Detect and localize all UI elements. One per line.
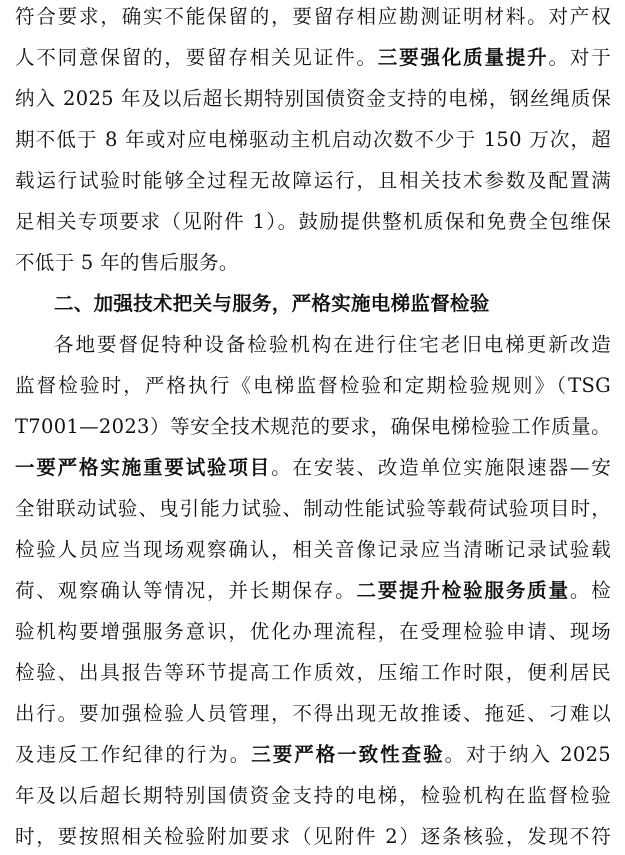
text-line-15: 荷、观察确认等情况，并长期保存。二要提升检验服务质量。检 [15,579,611,602]
text-line-16: 验机构要增强服务意识，优化办理流程，在受理检验申请、现场 [15,620,611,643]
text-line-2: 人不同意保留的，要留存相关见证件。三要强化质量提升。对于 [15,46,611,69]
section-heading-2: 二、加强技术把关与服务，严格实施电梯监督检验 [54,292,490,315]
text-line-20: 年及以后超长期特别国债资金支持的电梯，检验机构在监督检验 [15,784,611,807]
text-line-17: 检验、出具报告等环节提高工作质效，压缩工作时限，便利居民 [15,661,611,684]
text-line-5: 载运行试验时能够全过程无故障运行，且相关技术参数及配置满 [15,169,611,192]
text-line-9: 各地要督促特种设备检验机构在进行住宅老旧电梯更新改造 [54,333,611,356]
bold-heading-consistency-check: 三要严格一致性查验 [251,743,445,766]
text-line-21: 时，要按照相关检验附加要求（见附件 2）逐条核验，发现不符 [15,825,611,848]
text-line-6: 足相关专项要求（见附件 1）。鼓励提供整机质保和免费全包维保 [15,210,611,233]
text-line-3: 纳入 2025 年及以后超长期特别国债资金支持的电梯，钢丝绳质保 [15,87,611,110]
text-line-14: 检验人员应当现场观察确认，相关音像记录应当清晰记录试验载 [15,538,611,561]
bold-heading-key-tests: 一要严格实施重要试验项目 [15,456,272,479]
text-line-1: 符合要求，确实不能保留的，要留存相应勘测证明材料。对产权 [15,5,611,28]
text-line-13: 全钳联动试验、曳引能力试验、制动性能试验等载荷试验项目时， [15,497,611,520]
text-line-12: 一要严格实施重要试验项目。在安装、改造单位实施限速器—安 [15,456,611,479]
text-line-10: 监督检验时，严格执行《电梯监督检验和定期检验规则》（TSG [15,374,611,397]
bold-heading-service-quality: 二要提升检验服务质量 [356,579,570,602]
text-line-7: 不低于 5 年的售后服务。 [15,251,239,274]
bold-heading-strengthen-quality: 三要强化质量提升 [377,46,549,69]
text-line-11: T7001—2023）等安全技术规范的要求，确保电梯检验工作质量。 [15,415,611,438]
text-line-19: 及违反工作纪律的行为。三要严格一致性查验。对于纳入 2025 [15,743,611,766]
text-line-4: 期不低于 8 年或对应电梯驱动主机启动次数不少于 150 万次，超 [15,128,611,151]
text-line-18: 出行。要加强检验人员管理，不得出现无故推诿、拖延、刁难以 [15,702,611,725]
